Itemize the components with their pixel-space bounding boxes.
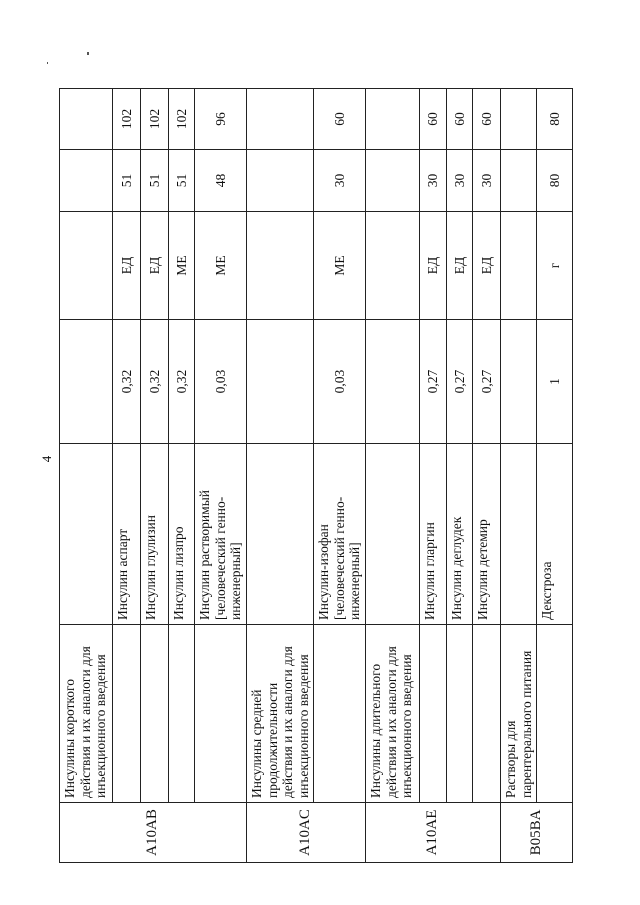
drug-name-cell <box>501 444 537 625</box>
value-cell <box>366 320 420 444</box>
unit-cell <box>60 212 113 320</box>
value-cell <box>501 320 537 444</box>
count-cell-1: 51 <box>113 150 141 212</box>
count-cell-1: 48 <box>195 150 247 212</box>
value-cell: 0,32 <box>169 320 195 444</box>
group-name-cell <box>314 625 366 803</box>
table-row <box>60 89 113 863</box>
drug-name-cell: Инсулин деглудек <box>447 444 473 625</box>
drug-name-cell: Инсулин лизпро <box>169 444 195 625</box>
group-name-cell: Инсулины короткого действия и их аналоги для инъекционного введения <box>60 625 113 803</box>
unit-cell: МЕ <box>195 212 247 320</box>
drug-name-cell: Декстроза <box>537 444 573 625</box>
value-cell: 0,32 <box>113 320 141 444</box>
drug-name-cell: Инсулин-изофан [человеческий генно-инженерный] <box>314 444 366 625</box>
unit-cell <box>366 212 420 320</box>
unit-cell <box>247 212 314 320</box>
drug-name-cell <box>366 444 420 625</box>
count-cell-2: 60 <box>314 89 366 150</box>
drug-name-cell: Инсулин аспарт <box>113 444 141 625</box>
count-cell-2: 102 <box>113 89 141 150</box>
count-cell-1: 51 <box>141 150 169 212</box>
group-name-cell <box>473 625 501 803</box>
group-name-cell <box>537 625 573 803</box>
drug-name-cell <box>60 444 113 625</box>
table-row <box>113 89 141 863</box>
table-row <box>501 89 537 863</box>
table-row <box>195 89 247 863</box>
drug-name-cell: Инсулин гларгин <box>420 444 447 625</box>
unit-cell <box>501 212 537 320</box>
unit-cell: ЕД <box>420 212 447 320</box>
value-cell: 0,27 <box>447 320 473 444</box>
count-cell-1: 30 <box>420 150 447 212</box>
table-row <box>473 89 501 863</box>
unit-cell: МЕ <box>169 212 195 320</box>
count-cell-2 <box>366 89 420 150</box>
count-cell-2: 102 <box>169 89 195 150</box>
value-cell: 1 <box>537 320 573 444</box>
value-cell: 0,27 <box>420 320 447 444</box>
table-rotator <box>59 89 562 863</box>
value-cell <box>60 320 113 444</box>
count-cell-1: 51 <box>169 150 195 212</box>
group-name-cell: Инсулины средней продолжительности действия и их аналоги для инъекционного введения <box>247 625 314 803</box>
count-cell-1 <box>60 150 113 212</box>
drug-name-cell: Инсулин глулизин <box>141 444 169 625</box>
unit-cell: ЕД <box>113 212 141 320</box>
group-name-cell <box>195 625 247 803</box>
atc-code-cell: B05BA <box>501 803 573 863</box>
drug-name-cell: Инсулин детемир <box>473 444 501 625</box>
atc-code-cell: A10AE <box>366 803 501 863</box>
count-cell-1 <box>366 150 420 212</box>
count-cell-1: 30 <box>473 150 501 212</box>
value-cell: 0,03 <box>195 320 247 444</box>
table-row <box>537 89 573 863</box>
count-cell-1: 30 <box>314 150 366 212</box>
count-cell-1: 80 <box>537 150 573 212</box>
group-name-cell <box>447 625 473 803</box>
unit-cell: ЕД <box>473 212 501 320</box>
count-cell-2: 102 <box>141 89 169 150</box>
atc-code-cell: A10AB <box>60 803 247 863</box>
count-cell-2: 80 <box>537 89 573 150</box>
drug-name-cell <box>247 444 314 625</box>
table-row <box>366 89 420 863</box>
value-cell: 0,27 <box>473 320 501 444</box>
scan-speck <box>87 52 89 55</box>
rotated-table-area <box>59 89 562 863</box>
group-name-cell <box>169 625 195 803</box>
table-row <box>247 89 314 863</box>
value-cell: 0,03 <box>314 320 366 444</box>
count-cell-2 <box>247 89 314 150</box>
count-cell-1 <box>247 150 314 212</box>
atc-code-cell: A10AC <box>247 803 366 863</box>
count-cell-1 <box>501 150 537 212</box>
unit-cell: МЕ <box>314 212 366 320</box>
value-cell <box>247 320 314 444</box>
count-cell-1: 30 <box>447 150 473 212</box>
table-row <box>420 89 447 863</box>
group-name-cell: Инсулины длительного действия и их аналоги для инъекционного введения <box>366 625 420 803</box>
count-cell-2: 60 <box>473 89 501 150</box>
unit-cell: г <box>537 212 573 320</box>
group-name-cell <box>141 625 169 803</box>
group-name-cell <box>113 625 141 803</box>
count-cell-2 <box>60 89 113 150</box>
table-row <box>314 89 366 863</box>
group-name-cell: Растворы для парентерального питания <box>501 625 537 803</box>
count-cell-2: 60 <box>447 89 473 150</box>
count-cell-2 <box>501 89 537 150</box>
drug-name-cell: Инсулин растворимый [человеческий генно-инженерный] <box>195 444 247 625</box>
unit-cell: ЕД <box>141 212 169 320</box>
scan-speck <box>47 62 48 64</box>
table-row <box>447 89 473 863</box>
drug-dosage-table <box>59 88 573 863</box>
page-number: 4 <box>39 455 54 463</box>
group-name-cell <box>420 625 447 803</box>
count-cell-2: 60 <box>420 89 447 150</box>
table-row <box>169 89 195 863</box>
table-row <box>141 89 169 863</box>
count-cell-2: 96 <box>195 89 247 150</box>
unit-cell: ЕД <box>447 212 473 320</box>
value-cell: 0,32 <box>141 320 169 444</box>
